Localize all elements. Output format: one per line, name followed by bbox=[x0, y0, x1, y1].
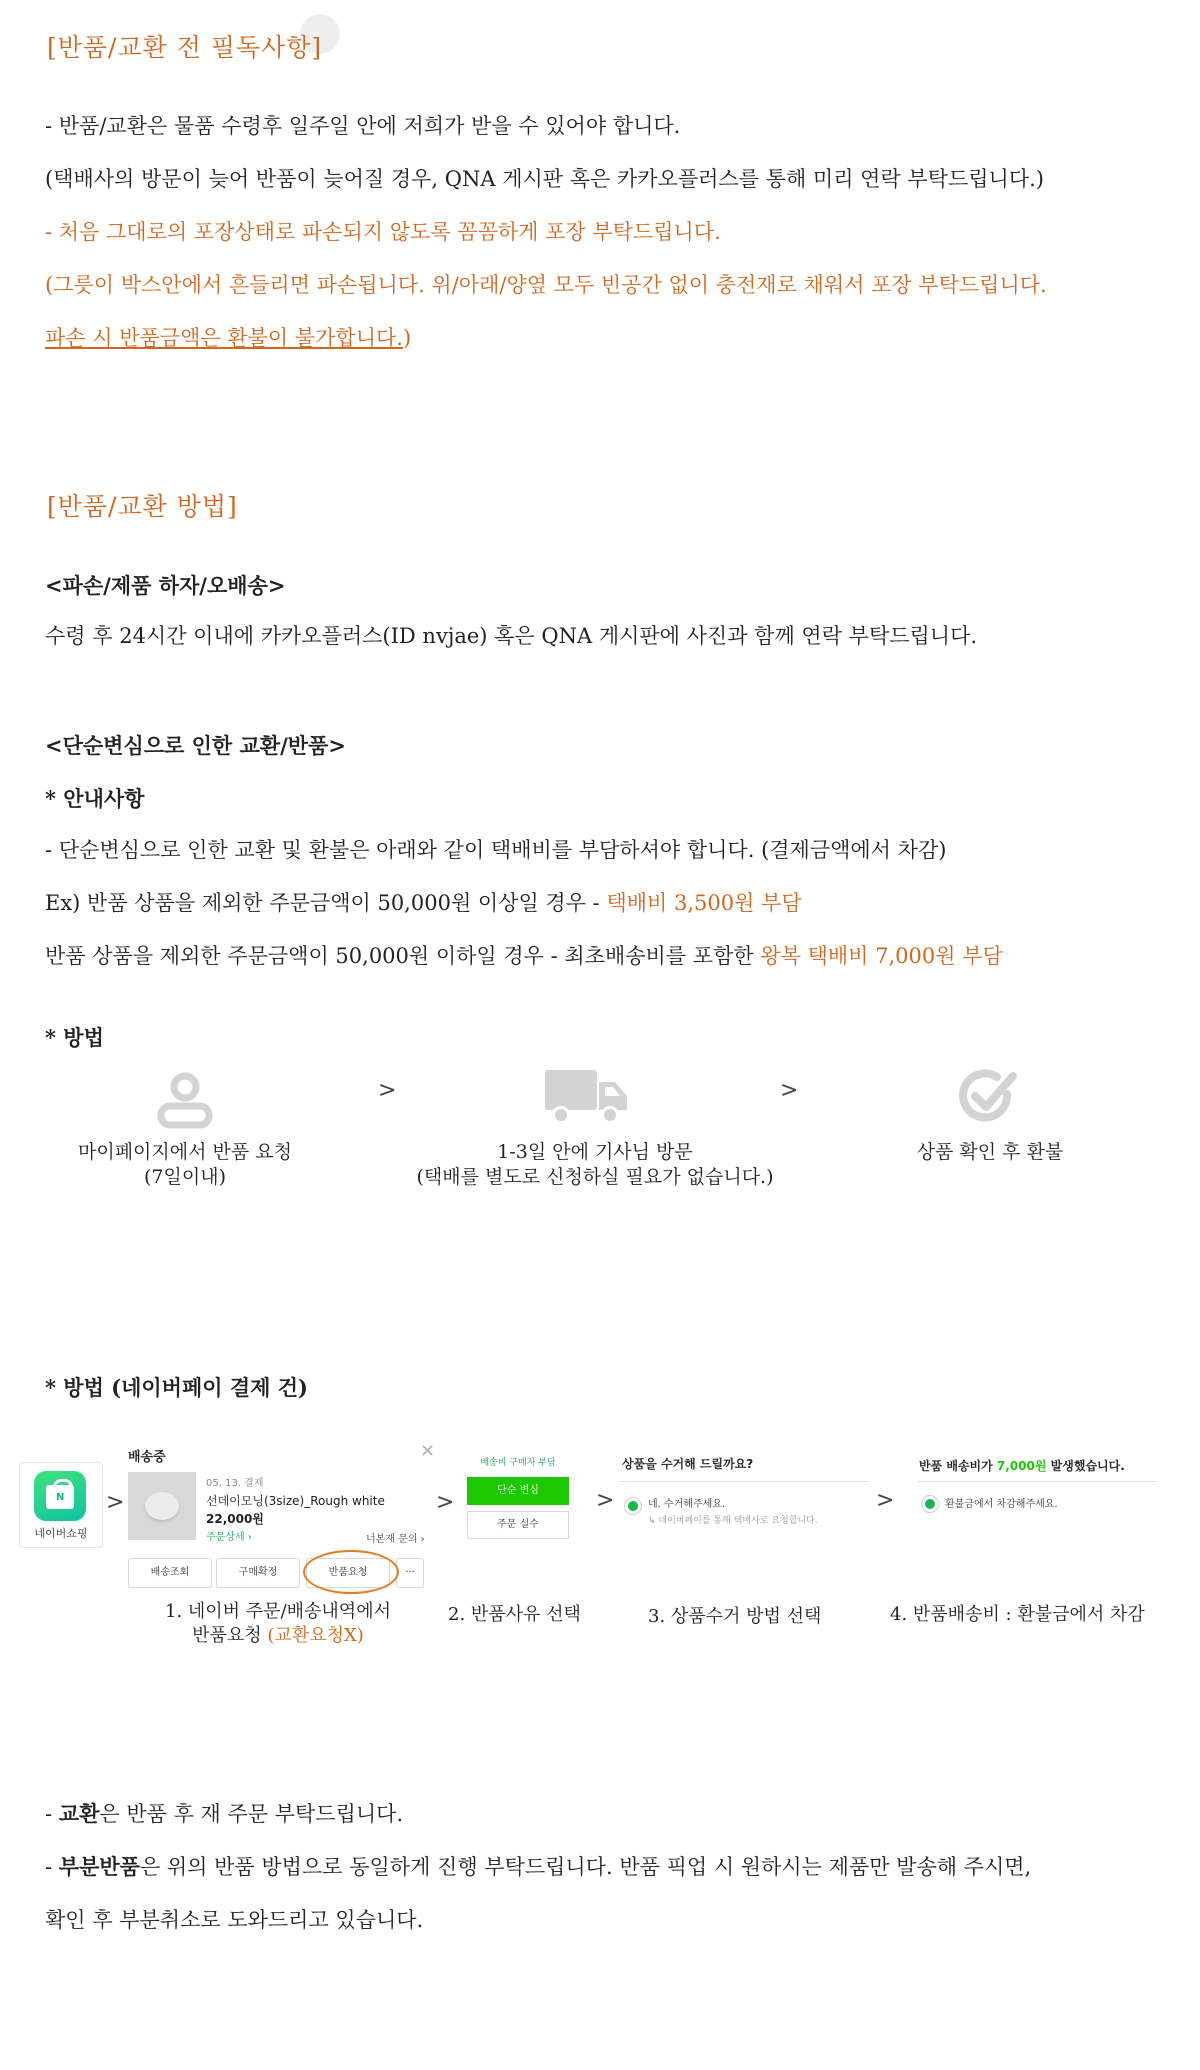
order-detail-link[interactable]: 주문상세 › bbox=[206, 1532, 252, 1543]
partial-return-note-2: 확인 후 부분취소로 도와드리고 있습니다. bbox=[45, 1908, 424, 1932]
guide-line-2 bbox=[45, 889, 802, 917]
guide-line-3 bbox=[45, 942, 1003, 970]
naver-heading: * 방법 (네이버페이 결제 건) bbox=[45, 1375, 308, 1400]
damage-text: 수령 후 24시간 이내에 카카오플러스(ID nvjae) 혹은 QNA 게시판에 사진과 함께 연락 부탁드립니다. bbox=[45, 624, 978, 648]
step-1-line-1: 마이페이지에서 반품 요청 bbox=[78, 1141, 292, 1163]
shipping-fee-highlight: 택배비 3,500원 부담 bbox=[606, 891, 802, 915]
notice-line-1: - 반품/교환은 물품 수령후 일주일 안에 저희가 받을 수 있어야 합니다. bbox=[45, 114, 681, 138]
pickup-yes-radio[interactable] bbox=[624, 1497, 642, 1515]
step-arrow-2: > bbox=[780, 1078, 799, 1103]
exchange-note bbox=[45, 1800, 403, 1828]
pickup-title: 상품을 수거해 드릴까요? bbox=[622, 1457, 754, 1471]
close-icon[interactable]: × bbox=[420, 1440, 436, 1461]
notice-title: [반품/교환 전 필독사항] bbox=[47, 33, 323, 62]
seller-inquiry-link[interactable]: 너본재 문의 › bbox=[366, 1534, 425, 1545]
naver-arrow-3: > bbox=[596, 1488, 615, 1513]
product-name: 선데이모닝(3size)_Rough white bbox=[206, 1494, 385, 1508]
pickup-hint: ↳ 네이버페이를 통해 택배사로 요청합니다. bbox=[648, 1516, 818, 1526]
order-screen bbox=[126, 1438, 436, 1598]
partial-dash: - bbox=[45, 1855, 59, 1879]
truck-icon bbox=[543, 1066, 629, 1134]
reason-screen bbox=[463, 1455, 573, 1555]
method-title: [반품/교환 방법] bbox=[47, 492, 238, 521]
guide-line-1: - 단순변심으로 인한 교환 및 환불은 아래와 같이 택배비를 부담하셔야 합니다. (결제금액에서 차감) bbox=[45, 838, 947, 862]
product-thumbnail bbox=[128, 1472, 196, 1540]
naver-caption-4: 4. 반품배송비 : 환불금에서 차감 bbox=[890, 1604, 1145, 1625]
naver-arrow-1: > bbox=[106, 1490, 125, 1515]
no-exchange-note: (교환요청X) bbox=[267, 1625, 364, 1646]
deduct-refund-label: 환불금에서 차감해주세요. bbox=[945, 1499, 1058, 1510]
notice-line-5-end: ) bbox=[402, 326, 412, 350]
reason-order-mistake[interactable]: 주문 실수 bbox=[467, 1511, 569, 1539]
return-request-highlight bbox=[303, 1550, 399, 1594]
shipping-fee-screen bbox=[917, 1455, 1157, 1535]
step-1-line-2: (7일이내) bbox=[144, 1166, 226, 1188]
exchange-label: 교환 bbox=[58, 1801, 100, 1826]
fee-amount: 7,000원 bbox=[996, 1459, 1047, 1473]
notice-line-2: (택배사의 방문이 늦어 반품이 늦어질 경우, QNA 게시판 혹은 카카오플러스를 통해 미리 연락 부탁드립니다.) bbox=[45, 167, 1044, 191]
naver-shopping-app[interactable] bbox=[19, 1462, 103, 1548]
step-caption-3 bbox=[870, 1140, 1110, 1165]
step-arrow-1: > bbox=[378, 1078, 397, 1103]
caption-1-line-2 bbox=[138, 1624, 418, 1648]
order-status: 배송중 bbox=[128, 1450, 166, 1465]
track-delivery-button[interactable]: 배송조회 bbox=[128, 1558, 212, 1588]
damage-heading: <파손/제품 하자/오배송> bbox=[45, 573, 286, 598]
check-circle-icon bbox=[955, 1064, 1021, 1134]
confirm-purchase-button[interactable]: 구매확정 bbox=[216, 1558, 300, 1588]
round-trip-fee-highlight: 왕복 택배비 7,000원 부담 bbox=[760, 944, 1003, 968]
no-refund-warning: 파손 시 반품금액은 환불이 불가합니다. bbox=[45, 326, 403, 350]
partial-return-note bbox=[45, 1853, 1031, 1881]
naver-arrow-4: > bbox=[876, 1488, 895, 1513]
caption-1-text: 반품요청 bbox=[192, 1625, 268, 1646]
partial-return-text: 은 위의 반품 방법으로 동일하게 진행 부탁드립니다. 반품 픽업 시 원하시는 제품만 발송해 주시면, bbox=[139, 1855, 1032, 1879]
order-date: 05. 13. 결제 bbox=[206, 1478, 264, 1489]
app-label: 네이버쇼핑 bbox=[34, 1527, 88, 1540]
exchange-dash: - bbox=[45, 1802, 59, 1826]
naver-caption-2: 2. 반품사유 선택 bbox=[448, 1604, 581, 1625]
fee-title-pre: 반품 배송비가 bbox=[919, 1459, 997, 1473]
notice-line-3: - 처음 그대로의 포장상태로 파손되지 않도록 꼼꼼하게 포장 부탁드립니다. bbox=[45, 220, 721, 244]
pickup-yes-label: 네. 수거해주세요. bbox=[648, 1499, 726, 1510]
product-price: 22,000원 bbox=[206, 1512, 264, 1526]
step-3-line-1: 상품 확인 후 환불 bbox=[916, 1141, 1064, 1163]
reason-simple-change[interactable]: 단순 변심 bbox=[467, 1477, 569, 1505]
steps-heading: * 방법 bbox=[45, 1025, 104, 1050]
guide-line-2-text: Ex) 반품 상품을 제외한 주문금액이 50,000원 이상일 경우 - bbox=[45, 891, 607, 915]
notice-line-4: (그릇이 박스안에서 흔들리면 파손됩니다. 위/아래/양옆 모두 빈공간 없이 충전재로 채워서 포장 부탁드립니다. bbox=[45, 273, 1047, 297]
person-icon bbox=[155, 1070, 215, 1134]
naver-caption-3: 3. 상품수거 방법 선택 bbox=[648, 1606, 822, 1627]
return-request-button[interactable]: 반품요청 bbox=[306, 1558, 390, 1588]
guide-heading: * 안내사항 bbox=[45, 786, 145, 811]
buyer-pays-label: 배송비 구매자 부담 bbox=[480, 1458, 556, 1468]
naver-arrow-2: > bbox=[436, 1490, 455, 1515]
pickup-screen bbox=[620, 1455, 875, 1555]
step-caption-1 bbox=[40, 1140, 330, 1190]
guide-line-3-text: 반품 상품을 제외한 주문금액이 50,000원 이하일 경우 - 최초배송비를 포함한 bbox=[45, 944, 761, 968]
simple-change-heading: <단순변심으로 인한 교환/반품> bbox=[45, 733, 346, 758]
shopping-bag-icon: N bbox=[34, 1471, 86, 1521]
deduct-refund-radio[interactable] bbox=[921, 1495, 939, 1513]
step-caption-2 bbox=[360, 1140, 830, 1190]
fee-title-post: 발생했습니다. bbox=[1046, 1459, 1125, 1473]
partial-return-label: 부분반품 bbox=[58, 1854, 140, 1879]
more-options-button[interactable]: ··· bbox=[396, 1558, 424, 1588]
notice-line-5 bbox=[45, 324, 411, 352]
exchange-text: 은 반품 후 재 주문 부탁드립니다. bbox=[99, 1802, 404, 1826]
caption-1-line-1: 1. 네이버 주문/배송내역에서 bbox=[165, 1601, 391, 1622]
fee-title bbox=[919, 1457, 1125, 1474]
step-2-line-1: 1-3일 안에 기사님 방문 bbox=[497, 1141, 693, 1163]
naver-caption-1 bbox=[138, 1600, 418, 1648]
step-2-line-2: (택배를 별도로 신청하실 필요가 없습니다.) bbox=[416, 1166, 774, 1188]
